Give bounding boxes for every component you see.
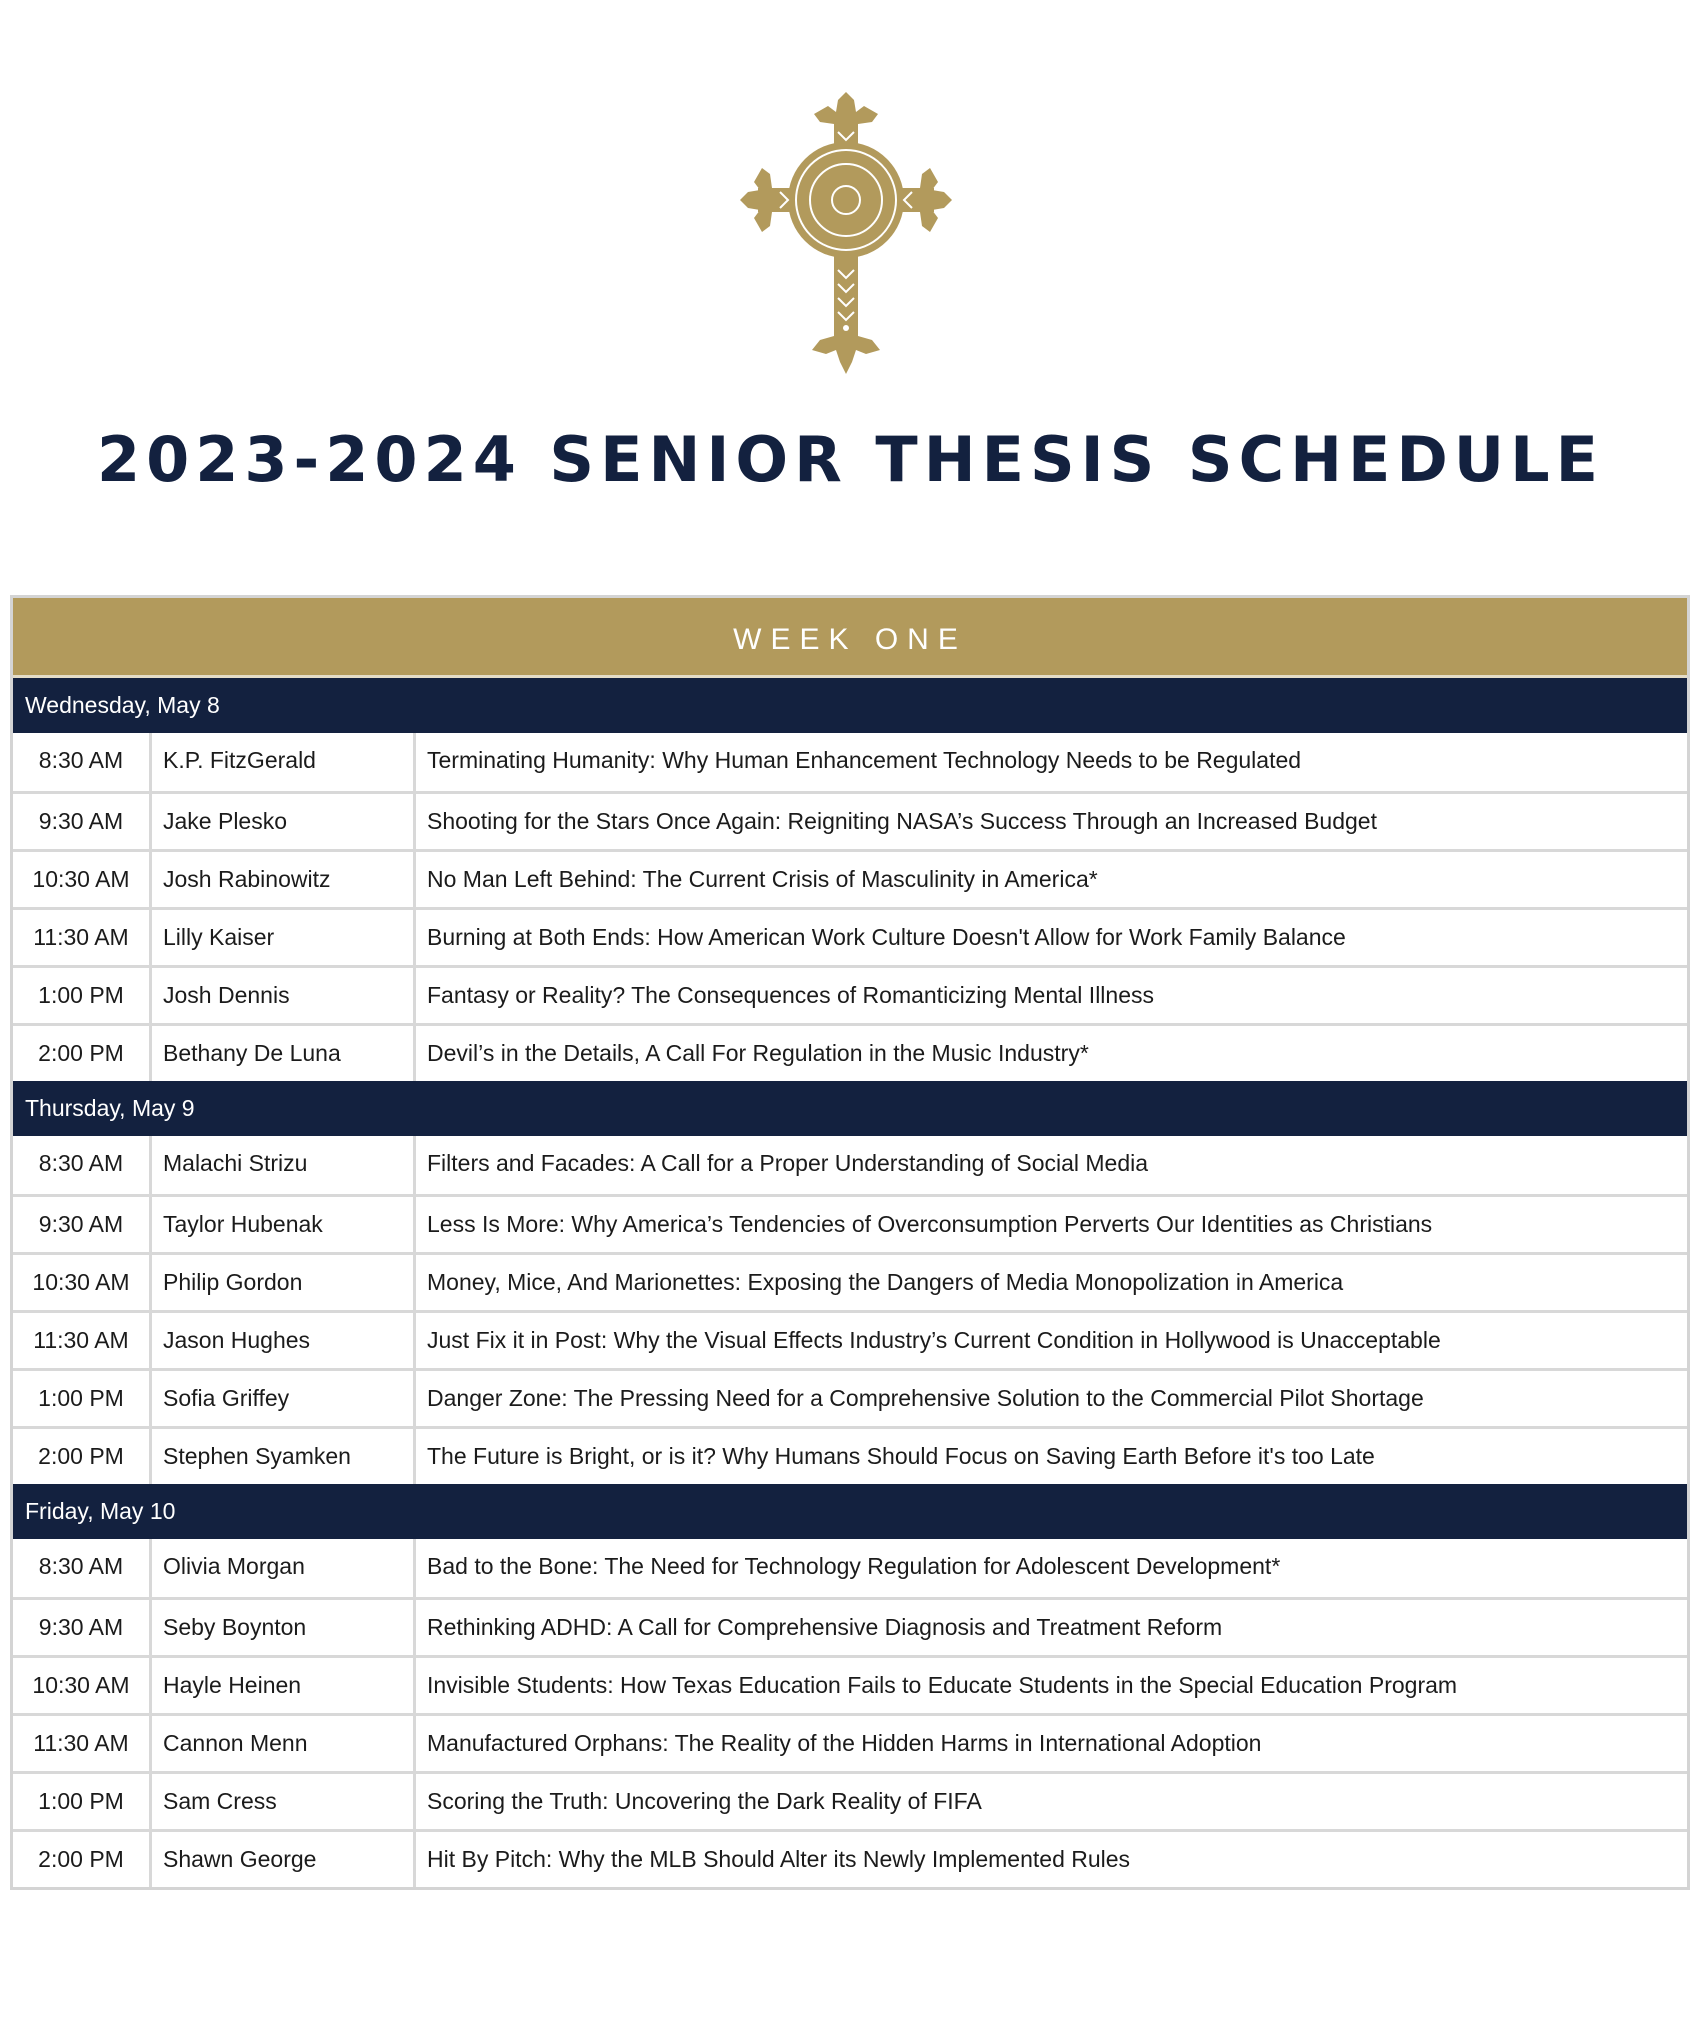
table-row <box>13 1368 1687 1426</box>
thesis-title: Invisible Students: How Texas Education Fails to Educate Students in the Special Education Program <box>427 1672 1458 1698</box>
table-row <box>13 733 1687 791</box>
session-time: 8:30 AM <box>13 1539 152 1597</box>
table-row <box>13 1771 1687 1829</box>
thesis-title: Hit By Pitch: Why the MLB Should Alter its Newly Implemented Rules <box>427 1846 1131 1872</box>
thesis-title: Shooting for the Stars Once Again: Reigniting NASA’s Success Through an Increased Budget <box>427 808 1377 834</box>
session-time: 8:30 AM <box>13 733 152 791</box>
thesis-title: Just Fix it in Post: Why the Visual Effects Industry’s Current Condition in Hollywood is Unacceptable <box>427 1327 1441 1353</box>
session-time: 9:30 AM <box>13 1197 152 1252</box>
table-row <box>13 1252 1687 1310</box>
presenter-name: Jake Plesko <box>152 794 416 849</box>
table-row <box>13 1655 1687 1713</box>
session-time: 1:00 PM <box>13 1774 152 1829</box>
session-time: 11:30 AM <box>13 1313 152 1368</box>
session-time: 9:30 AM <box>13 794 152 849</box>
page-title: 2023-2024 SENIOR THESIS SCHEDULE <box>97 423 1604 496</box>
session-time: 2:00 PM <box>13 1429 152 1484</box>
table-row <box>13 791 1687 849</box>
presenter-name: Josh Dennis <box>152 968 416 1023</box>
thesis-title: No Man Left Behind: The Current Crisis of Masculinity in America* <box>427 866 1098 892</box>
table-row <box>13 1829 1687 1887</box>
session-time: 11:30 AM <box>13 1716 152 1771</box>
thesis-title: Scoring the Truth: Uncovering the Dark Reality of FIFA <box>427 1788 982 1814</box>
presenter-name: Sam Cress <box>152 1774 416 1829</box>
table-row <box>13 1539 1687 1597</box>
table-row <box>13 849 1687 907</box>
presenter-name: Hayle Heinen <box>152 1658 416 1713</box>
table-row <box>13 1136 1687 1194</box>
presenter-name: Lilly Kaiser <box>152 910 416 965</box>
table-row <box>13 1023 1687 1081</box>
table-row <box>13 1194 1687 1252</box>
presenter-name: Taylor Hubenak <box>152 1197 416 1252</box>
thesis-title: Bad to the Bone: The Need for Technology Regulation for Adolescent Development* <box>427 1553 1281 1579</box>
day-header: Friday, May 10 <box>13 1484 1687 1539</box>
day-header: Thursday, May 9 <box>13 1081 1687 1136</box>
session-time: 2:00 PM <box>13 1832 152 1887</box>
session-time: 9:30 AM <box>13 1600 152 1655</box>
presenter-name: Olivia Morgan <box>152 1539 416 1597</box>
presenter-name: Seby Boynton <box>152 1600 416 1655</box>
table-row <box>13 1713 1687 1771</box>
presenter-name: Cannon Menn <box>152 1716 416 1771</box>
table-row <box>13 907 1687 965</box>
thesis-title: Danger Zone: The Pressing Need for a Comprehensive Solution to the Commercial Pilot Shortage <box>427 1385 1424 1411</box>
session-time: 10:30 AM <box>13 1658 152 1713</box>
thesis-title: Rethinking ADHD: A Call for Comprehensive Diagnosis and Treatment Reform <box>427 1614 1223 1640</box>
cross-seal-icon <box>740 92 952 374</box>
thesis-title: Manufactured Orphans: The Reality of the Hidden Harms in International Adoption <box>427 1730 1262 1756</box>
thesis-title: Fantasy or Reality? The Consequences of Romanticizing Mental Illness <box>427 982 1154 1008</box>
thesis-title: Terminating Humanity: Why Human Enhancement Technology Needs to be Regulated <box>427 747 1302 773</box>
presenter-name: K.P. FitzGerald <box>152 733 416 791</box>
session-time: 8:30 AM <box>13 1136 152 1194</box>
session-time: 10:30 AM <box>13 1255 152 1310</box>
schedule-table <box>10 595 1690 1890</box>
presenter-name: Shawn George <box>152 1832 416 1887</box>
presenter-name: Bethany De Luna <box>152 1026 416 1081</box>
session-time: 2:00 PM <box>13 1026 152 1081</box>
session-time: 11:30 AM <box>13 910 152 965</box>
thesis-title: Filters and Facades: A Call for a Proper Understanding of Social Media <box>427 1150 1149 1176</box>
presenter-name: Stephen Syamken <box>152 1429 416 1484</box>
week-header: WEEK ONE <box>13 598 1687 678</box>
session-time: 1:00 PM <box>13 968 152 1023</box>
thesis-title: Less Is More: Why America’s Tendencies of Overconsumption Perverts Our Identities as Christians <box>427 1211 1433 1237</box>
presenter-name: Josh Rabinowitz <box>152 852 416 907</box>
thesis-title: Burning at Both Ends: How American Work Culture Doesn't Allow for Work Family Balance <box>427 924 1346 950</box>
session-time: 10:30 AM <box>13 852 152 907</box>
table-row <box>13 965 1687 1023</box>
table-row <box>13 1597 1687 1655</box>
thesis-title: Money, Mice, And Marionettes: Exposing the Dangers of Media Monopolization in America <box>427 1269 1344 1295</box>
table-row <box>13 1310 1687 1368</box>
thesis-title: The Future is Bright, or is it? Why Humans Should Focus on Saving Earth Before it's too Late <box>427 1443 1375 1469</box>
presenter-name: Malachi Strizu <box>152 1136 416 1194</box>
presenter-name: Jason Hughes <box>152 1313 416 1368</box>
presenter-name: Sofia Griffey <box>152 1371 416 1426</box>
table-row <box>13 1426 1687 1484</box>
presenter-name: Philip Gordon <box>152 1255 416 1310</box>
day-header: Wednesday, May 8 <box>13 678 1687 733</box>
thesis-title: Devil’s in the Details, A Call For Regulation in the Music Industry* <box>427 1040 1089 1066</box>
session-time: 1:00 PM <box>13 1371 152 1426</box>
